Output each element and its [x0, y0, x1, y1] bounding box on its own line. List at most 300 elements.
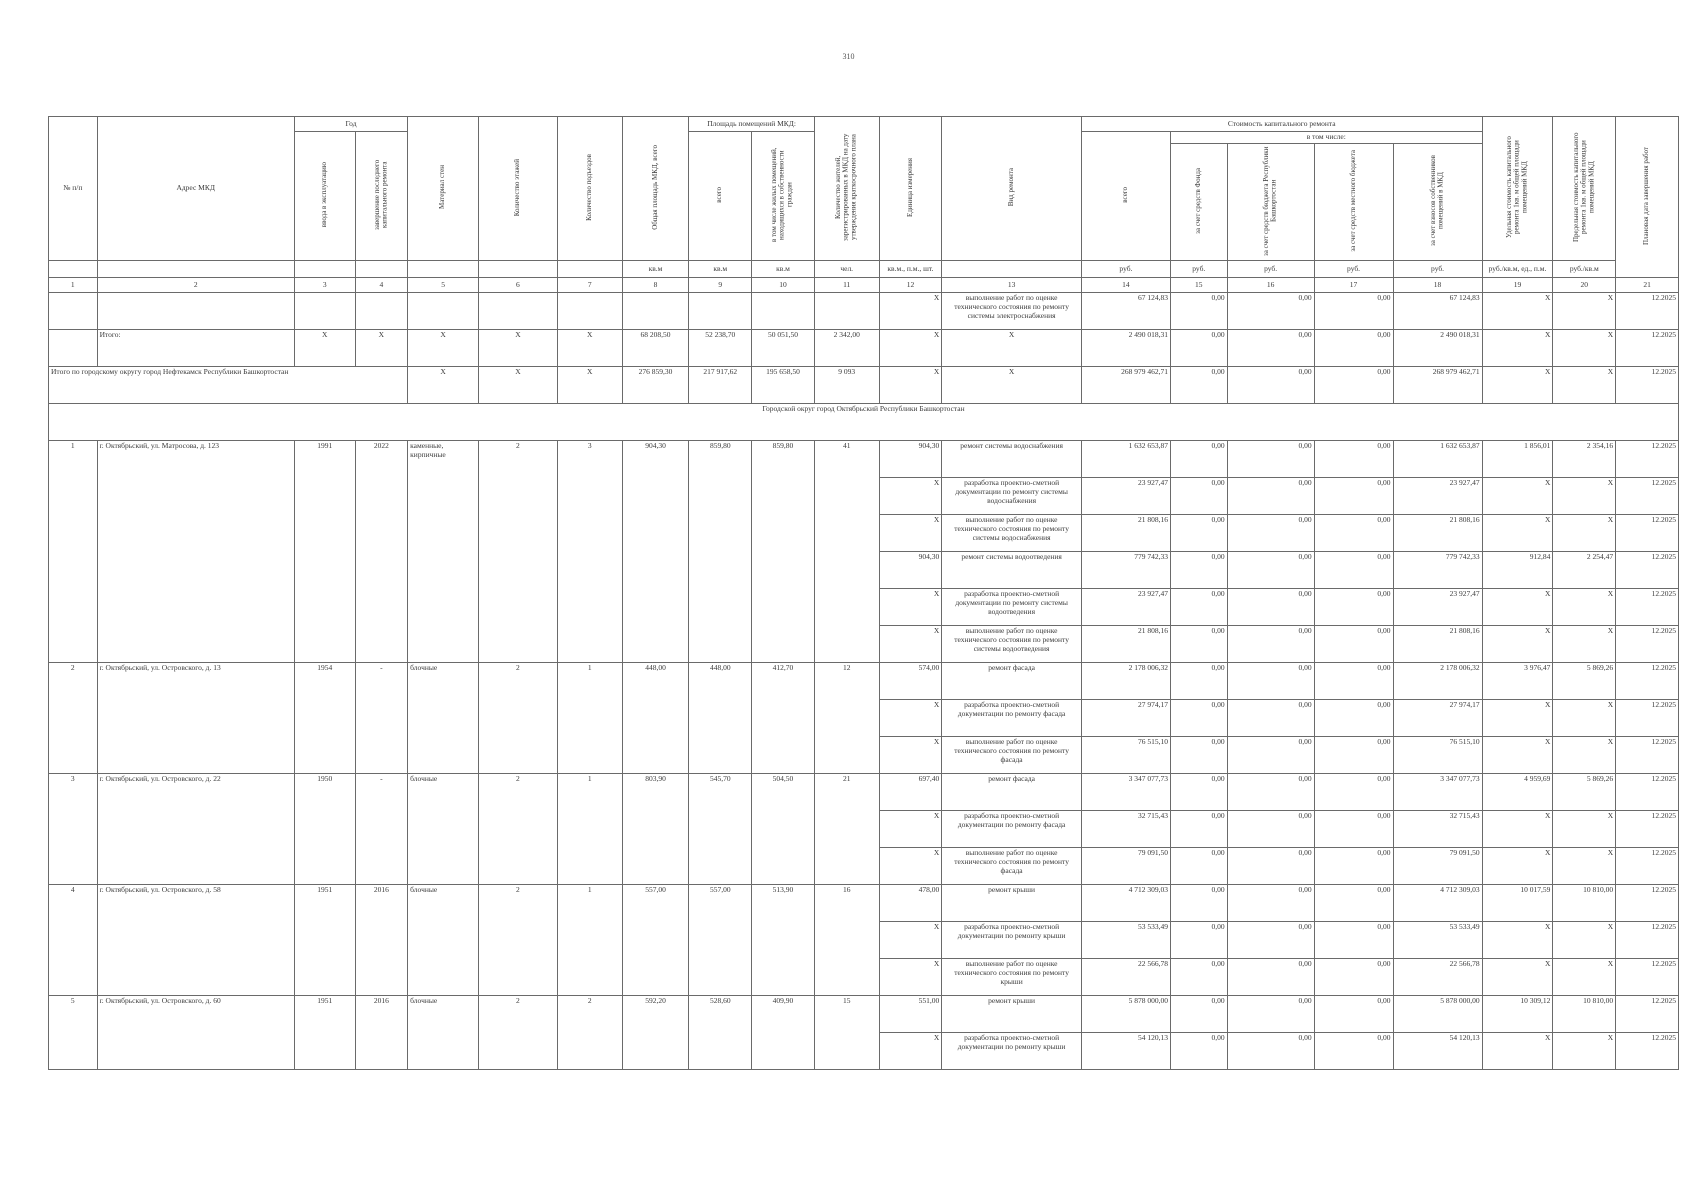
cost-owners: 22 566,78 — [1393, 959, 1482, 996]
unit-cost: X — [1482, 330, 1553, 367]
cost-owners: 27 974,17 — [1393, 700, 1482, 737]
work-qty: X — [879, 1033, 942, 1070]
unit-cost: 912,84 — [1482, 552, 1553, 589]
column-number: 6 — [478, 278, 557, 293]
cost-owners: 23 927,47 — [1393, 478, 1482, 515]
cost-owners: 21 808,16 — [1393, 515, 1482, 552]
year-repair: 2016 — [355, 996, 408, 1070]
work-type: выполнение работ по оценке технического состояния по ремонту системы электроснабжения — [942, 293, 1082, 330]
units-row — [49, 261, 1679, 278]
cost-local: 0,00 — [1314, 959, 1393, 996]
table-row — [49, 663, 1679, 700]
cost-region: 0,00 — [1227, 700, 1314, 737]
unit-cost: X — [1482, 737, 1553, 774]
work-qty: X — [879, 626, 942, 663]
work-type: выполнение работ по оценке технического состояния по ремонту системы водоснабжения — [942, 515, 1082, 552]
work-qty: X — [879, 330, 942, 367]
cost-local: 0,00 — [1314, 589, 1393, 626]
cost-region: 0,00 — [1227, 552, 1314, 589]
column-number: 12 — [879, 278, 942, 293]
limit-cost: X — [1553, 367, 1616, 404]
cost-region: 0,00 — [1227, 737, 1314, 774]
header-year-group: Год — [294, 117, 407, 132]
cost-region: 0,00 — [1227, 774, 1314, 811]
cost-owners: 268 979 462,71 — [1393, 367, 1482, 404]
area-repair: 504,50 — [752, 774, 815, 885]
header-cost-local: за счет средств местного бюджета — [1314, 143, 1393, 261]
year-repair: X — [355, 330, 408, 367]
cost-local: 0,00 — [1314, 885, 1393, 922]
header-unit: Единица измерения — [879, 117, 942, 261]
residents: 12 — [814, 663, 879, 774]
cost-fund: 0,00 — [1170, 589, 1227, 626]
header-total-area: Общая площадь МКД, всего — [622, 117, 689, 261]
cost-fund: 0,00 — [1170, 478, 1227, 515]
total-area: 803,90 — [622, 774, 689, 885]
table-row — [49, 885, 1679, 922]
area-repair: 50 051,50 — [752, 330, 815, 367]
header-year-built: ввода в эксплуатацию — [294, 132, 355, 261]
column-number: 14 — [1081, 278, 1170, 293]
work-qty: X — [879, 700, 942, 737]
area-total: 448,00 — [689, 663, 752, 774]
cost-region: 0,00 — [1227, 441, 1314, 478]
cost-fund: 0,00 — [1170, 737, 1227, 774]
work-type: X — [942, 367, 1082, 404]
unit-cost-fund: руб. — [1170, 261, 1227, 278]
building-address: г. Октябрьский, ул. Островского, д. 13 — [97, 663, 294, 774]
year-repair: - — [355, 774, 408, 885]
section-row — [49, 404, 1679, 441]
cost-local: 0,00 — [1314, 478, 1393, 515]
entrances: X — [557, 367, 622, 404]
unit-area-repair: кв.м — [752, 261, 815, 278]
cost-owners: 3 347 077,73 — [1393, 774, 1482, 811]
cost-owners: 67 124,83 — [1393, 293, 1482, 330]
wall-material: блочные — [408, 885, 479, 996]
deadline: 12.2025 — [1616, 589, 1679, 626]
cost-region: 0,00 — [1227, 293, 1314, 330]
wall-material: каменные, кирпичные — [408, 441, 479, 663]
residents: 21 — [814, 774, 879, 885]
section-title: Городской округ город Октябрьский Республики Башкортостан — [49, 404, 1679, 441]
deadline: 12.2025 — [1616, 848, 1679, 885]
limit-cost: X — [1553, 293, 1616, 330]
cost-total: 67 124,83 — [1081, 293, 1170, 330]
unit-cost: X — [1482, 922, 1553, 959]
work-qty: X — [879, 515, 942, 552]
work-type: разработка проектно-сметной документации по ремонту системы водоснабжения — [942, 478, 1082, 515]
unit-cost-total: руб. — [1081, 261, 1170, 278]
header-wall-material: Материал стен — [408, 117, 479, 261]
cost-fund: 0,00 — [1170, 293, 1227, 330]
cost-local: 0,00 — [1314, 330, 1393, 367]
column-number: 4 — [355, 278, 408, 293]
residents: 15 — [814, 996, 879, 1070]
cost-total: 27 974,17 — [1081, 700, 1170, 737]
unit-cost: 10 309,12 — [1482, 996, 1553, 1033]
cost-region: 0,00 — [1227, 626, 1314, 663]
work-type: выполнение работ по оценке технического состояния по ремонту фасада — [942, 848, 1082, 885]
cost-total: 23 927,47 — [1081, 589, 1170, 626]
cost-fund: 0,00 — [1170, 811, 1227, 848]
deadline: 12.2025 — [1616, 293, 1679, 330]
limit-cost: X — [1553, 811, 1616, 848]
work-qty: X — [879, 848, 942, 885]
area-repair: 195 658,50 — [752, 367, 815, 404]
header-limit-cost: Предельная стоимость капитального ремонта 1кв. м общей площади помещений МКД — [1553, 117, 1616, 261]
area-total: 859,80 — [689, 441, 752, 663]
table-row — [49, 996, 1679, 1033]
cost-owners: 779 742,33 — [1393, 552, 1482, 589]
work-qty: 478,00 — [879, 885, 942, 922]
deadline: 12.2025 — [1616, 330, 1679, 367]
column-number: 3 — [294, 278, 355, 293]
area-repair: 859,80 — [752, 441, 815, 663]
cost-region: 0,00 — [1227, 811, 1314, 848]
limit-cost: 10 810,00 — [1553, 885, 1616, 922]
year-repair: 2022 — [355, 441, 408, 663]
area-repair: 412,70 — [752, 663, 815, 774]
cost-local: 0,00 — [1314, 811, 1393, 848]
header-year-repair: завершение последнего капитального ремонта — [355, 132, 408, 261]
cost-total: 79 091,50 — [1081, 848, 1170, 885]
header-incl-group: в том числе: — [1170, 132, 1482, 144]
header-work-type: Вид ремонта — [942, 117, 1082, 261]
column-number: 8 — [622, 278, 689, 293]
column-number: 9 — [689, 278, 752, 293]
header-cost-fund: за счет средств Фонда — [1170, 143, 1227, 261]
work-qty: X — [879, 478, 942, 515]
year-repair: - — [355, 663, 408, 774]
floors: 2 — [478, 774, 557, 885]
unit-cost: X — [1482, 811, 1553, 848]
work-type: выполнение работ по оценке технического состояния по ремонту крыши — [942, 959, 1082, 996]
entrances: X — [557, 330, 622, 367]
cost-owners: 76 515,10 — [1393, 737, 1482, 774]
column-number: 19 — [1482, 278, 1553, 293]
limit-cost: X — [1553, 959, 1616, 996]
deadline: 12.2025 — [1616, 885, 1679, 922]
limit-cost: X — [1553, 589, 1616, 626]
cost-local: 0,00 — [1314, 737, 1393, 774]
header-unit-cost: Удельная стоимость капитального ремонта 1кв. м общей площади помещений МКД — [1482, 117, 1553, 261]
cost-local: 0,00 — [1314, 848, 1393, 885]
cost-total: 1 632 653,87 — [1081, 441, 1170, 478]
header-cost-group: Стоимость капитального ремонта — [1081, 117, 1482, 132]
work-type: ремонт фасада — [942, 663, 1082, 700]
cost-local: 0,00 — [1314, 700, 1393, 737]
cost-fund: 0,00 — [1170, 996, 1227, 1033]
limit-cost: 10 810,00 — [1553, 996, 1616, 1033]
total-area: 448,00 — [622, 663, 689, 774]
work-type: разработка проектно-сметной документации по ремонту крыши — [942, 1033, 1082, 1070]
cost-fund: 0,00 — [1170, 552, 1227, 589]
cost-region: 0,00 — [1227, 885, 1314, 922]
carry-over-row — [49, 293, 1679, 330]
cost-fund: 0,00 — [1170, 330, 1227, 367]
cost-region: 0,00 — [1227, 515, 1314, 552]
wall-material: блочные — [408, 774, 479, 885]
limit-cost: X — [1553, 478, 1616, 515]
unit-cost: 1 856,01 — [1482, 441, 1553, 478]
column-number: 16 — [1227, 278, 1314, 293]
cost-local: 0,00 — [1314, 922, 1393, 959]
area-total: 557,00 — [689, 885, 752, 996]
column-number: 2 — [97, 278, 294, 293]
area-total: 217 917,62 — [689, 367, 752, 404]
district-total-row — [49, 367, 1679, 404]
header-cost-owners: за счет взносов собственников помещений в МКД — [1393, 143, 1482, 261]
building-no: 2 — [49, 663, 98, 774]
building-address: г. Октябрьский, ул. Матросова, д. 123 — [97, 441, 294, 663]
year-repair: 2016 — [355, 885, 408, 996]
subtotal-row — [49, 330, 1679, 367]
total-area: 557,00 — [622, 885, 689, 996]
cost-total: 779 742,33 — [1081, 552, 1170, 589]
unit-limit-cost: руб./кв.м — [1553, 261, 1616, 278]
cost-total: 23 927,47 — [1081, 478, 1170, 515]
column-number: 10 — [752, 278, 815, 293]
unit-area-total: кв.м — [689, 261, 752, 278]
cost-fund: 0,00 — [1170, 626, 1227, 663]
building-no: 1 — [49, 441, 98, 663]
header-area-repair: в том числе жилых помещений, находящихся в собственности граждан — [752, 132, 815, 261]
floors: 2 — [478, 663, 557, 774]
cost-owners: 53 533,49 — [1393, 922, 1482, 959]
header-floors: Количество этажей — [478, 117, 557, 261]
area-repair: 513,90 — [752, 885, 815, 996]
floors: 2 — [478, 996, 557, 1070]
entrances: 1 — [557, 774, 622, 885]
limit-cost: 5 869,26 — [1553, 774, 1616, 811]
deadline: 12.2025 — [1616, 441, 1679, 478]
limit-cost: X — [1553, 1033, 1616, 1070]
deadline: 12.2025 — [1616, 1033, 1679, 1070]
work-type: разработка проектно-сметной документации по ремонту фасада — [942, 700, 1082, 737]
floors: X — [478, 330, 557, 367]
residents: 9 093 — [814, 367, 879, 404]
work-type: ремонт крыши — [942, 996, 1082, 1033]
work-qty: 904,30 — [879, 441, 942, 478]
work-type: ремонт системы водоснабжения — [942, 441, 1082, 478]
limit-cost: 2 354,16 — [1553, 441, 1616, 478]
cost-total: 4 712 309,03 — [1081, 885, 1170, 922]
column-number: 20 — [1553, 278, 1616, 293]
building-address: г. Октябрьский, ул. Островского, д. 22 — [97, 774, 294, 885]
unit-cost: 10 017,59 — [1482, 885, 1553, 922]
capital-repair-table — [48, 116, 1679, 1070]
cost-total: 2 178 006,32 — [1081, 663, 1170, 700]
cost-region: 0,00 — [1227, 330, 1314, 367]
building-no: 3 — [49, 774, 98, 885]
column-number: 17 — [1314, 278, 1393, 293]
entrances: 1 — [557, 885, 622, 996]
column-number: 7 — [557, 278, 622, 293]
floors: 2 — [478, 441, 557, 663]
unit-cost: X — [1482, 515, 1553, 552]
entrances: 1 — [557, 663, 622, 774]
cost-local: 0,00 — [1314, 515, 1393, 552]
cost-owners: 4 712 309,03 — [1393, 885, 1482, 922]
cost-region: 0,00 — [1227, 367, 1314, 404]
work-qty: X — [879, 959, 942, 996]
cost-owners: 21 808,16 — [1393, 626, 1482, 663]
year-built: 1950 — [294, 774, 355, 885]
cost-total: 76 515,10 — [1081, 737, 1170, 774]
limit-cost: X — [1553, 330, 1616, 367]
wall-material: блочные — [408, 996, 479, 1070]
floors: 2 — [478, 885, 557, 996]
unit-cost-region: руб. — [1227, 261, 1314, 278]
unit-cost: X — [1482, 959, 1553, 996]
work-type: ремонт крыши — [942, 885, 1082, 922]
deadline: 12.2025 — [1616, 663, 1679, 700]
residents: 41 — [814, 441, 879, 663]
cost-total: 21 808,16 — [1081, 515, 1170, 552]
unit-measure: кв.м., п.м., шт. — [879, 261, 942, 278]
unit-cost-local: руб. — [1314, 261, 1393, 278]
cost-region: 0,00 — [1227, 922, 1314, 959]
work-type: выполнение работ по оценке технического состояния по ремонту фасада — [942, 737, 1082, 774]
cost-total: 268 979 462,71 — [1081, 367, 1170, 404]
unit-cost: 4 959,69 — [1482, 774, 1553, 811]
cost-total: 53 533,49 — [1081, 922, 1170, 959]
building-no: 5 — [49, 996, 98, 1070]
cost-region: 0,00 — [1227, 663, 1314, 700]
column-number: 11 — [814, 278, 879, 293]
limit-cost: X — [1553, 626, 1616, 663]
header-row-1 — [49, 117, 1679, 132]
work-type: ремонт системы водоотведения — [942, 552, 1082, 589]
limit-cost: X — [1553, 848, 1616, 885]
wall-material: блочные — [408, 663, 479, 774]
work-type: ремонт фасада — [942, 774, 1082, 811]
cost-region: 0,00 — [1227, 959, 1314, 996]
cost-local: 0,00 — [1314, 774, 1393, 811]
total-area: 592,20 — [622, 996, 689, 1070]
cost-owners: 23 927,47 — [1393, 589, 1482, 626]
district-total-label: Итого по городскому округу город Нефтекамск Республики Башкортостан — [49, 367, 408, 404]
page-number: 310 — [842, 52, 855, 61]
total-area: 904,30 — [622, 441, 689, 663]
cost-region: 0,00 — [1227, 478, 1314, 515]
cost-local: 0,00 — [1314, 552, 1393, 589]
cost-owners: 5 878 000,00 — [1393, 996, 1482, 1033]
header-address: Адрес МКД — [97, 117, 294, 261]
work-qty: X — [879, 811, 942, 848]
work-qty: 551,00 — [879, 996, 942, 1033]
subtotal-label: Итого: — [97, 330, 294, 367]
column-number: 5 — [408, 278, 479, 293]
cost-region: 0,00 — [1227, 589, 1314, 626]
cost-fund: 0,00 — [1170, 922, 1227, 959]
floors: X — [478, 367, 557, 404]
limit-cost: X — [1553, 737, 1616, 774]
column-number: 15 — [1170, 278, 1227, 293]
area-total: 528,60 — [689, 996, 752, 1070]
header-cost-total: всего — [1081, 132, 1170, 261]
work-qty: X — [879, 922, 942, 959]
cost-fund: 0,00 — [1170, 367, 1227, 404]
header-entrances: Количество подъездов — [557, 117, 622, 261]
building-address: г. Октябрьский, ул. Островского, д. 60 — [97, 996, 294, 1070]
residents: 16 — [814, 885, 879, 996]
area-total: 52 238,70 — [689, 330, 752, 367]
deadline: 12.2025 — [1616, 367, 1679, 404]
unit-cost: X — [1482, 848, 1553, 885]
cost-owners: 2 490 018,31 — [1393, 330, 1482, 367]
deadline: 12.2025 — [1616, 700, 1679, 737]
header-cost-region: за счет средств бюджета Республики Башкортостан — [1227, 143, 1314, 261]
cost-fund: 0,00 — [1170, 515, 1227, 552]
wall-material: X — [408, 367, 479, 404]
cost-owners: 32 715,43 — [1393, 811, 1482, 848]
unit-cost: X — [1482, 589, 1553, 626]
header-area-group: Площадь помещений МКД: — [689, 117, 814, 132]
cost-owners: 2 178 006,32 — [1393, 663, 1482, 700]
unit-cost: X — [1482, 1033, 1553, 1070]
cost-fund: 0,00 — [1170, 959, 1227, 996]
unit-cost: X — [1482, 478, 1553, 515]
entrances: 2 — [557, 996, 622, 1070]
column-numbers-row — [49, 278, 1679, 293]
unit-residents: чел. — [814, 261, 879, 278]
work-qty: X — [879, 367, 942, 404]
entrances: 3 — [557, 441, 622, 663]
column-number: 13 — [942, 278, 1082, 293]
deadline: 12.2025 — [1616, 515, 1679, 552]
year-built: 1991 — [294, 441, 355, 663]
residents: 2 342,00 — [814, 330, 879, 367]
deadline: 12.2025 — [1616, 959, 1679, 996]
cost-total: 54 120,13 — [1081, 1033, 1170, 1070]
work-qty: X — [879, 737, 942, 774]
area-total: 545,70 — [689, 774, 752, 885]
cost-region: 0,00 — [1227, 996, 1314, 1033]
unit-cost-owners: руб. — [1393, 261, 1482, 278]
wall-material: X — [408, 330, 479, 367]
deadline: 12.2025 — [1616, 922, 1679, 959]
deadline: 12.2025 — [1616, 996, 1679, 1033]
work-type: разработка проектно-сметной документации по ремонту фасада — [942, 811, 1082, 848]
unit-cost: X — [1482, 700, 1553, 737]
cost-total: 32 715,43 — [1081, 811, 1170, 848]
limit-cost: 2 254,47 — [1553, 552, 1616, 589]
work-qty: X — [879, 293, 942, 330]
deadline: 12.2025 — [1616, 478, 1679, 515]
cost-fund: 0,00 — [1170, 774, 1227, 811]
header-area-total: всего — [689, 132, 752, 261]
cost-total: 3 347 077,73 — [1081, 774, 1170, 811]
deadline: 12.2025 — [1616, 552, 1679, 589]
year-built: 1951 — [294, 996, 355, 1070]
cost-region: 0,00 — [1227, 848, 1314, 885]
table-row — [49, 774, 1679, 811]
year-built: X — [294, 330, 355, 367]
limit-cost: X — [1553, 700, 1616, 737]
unit-cost: X — [1482, 626, 1553, 663]
deadline: 12.2025 — [1616, 737, 1679, 774]
cost-fund: 0,00 — [1170, 885, 1227, 922]
year-built: 1954 — [294, 663, 355, 774]
building-no: 4 — [49, 885, 98, 996]
column-number: 18 — [1393, 278, 1482, 293]
cost-total: 22 566,78 — [1081, 959, 1170, 996]
header-deadline: Плановая дата завершения работ — [1616, 117, 1679, 278]
cost-local: 0,00 — [1314, 1033, 1393, 1070]
work-type: разработка проектно-сметной документации по ремонту крыши — [942, 922, 1082, 959]
